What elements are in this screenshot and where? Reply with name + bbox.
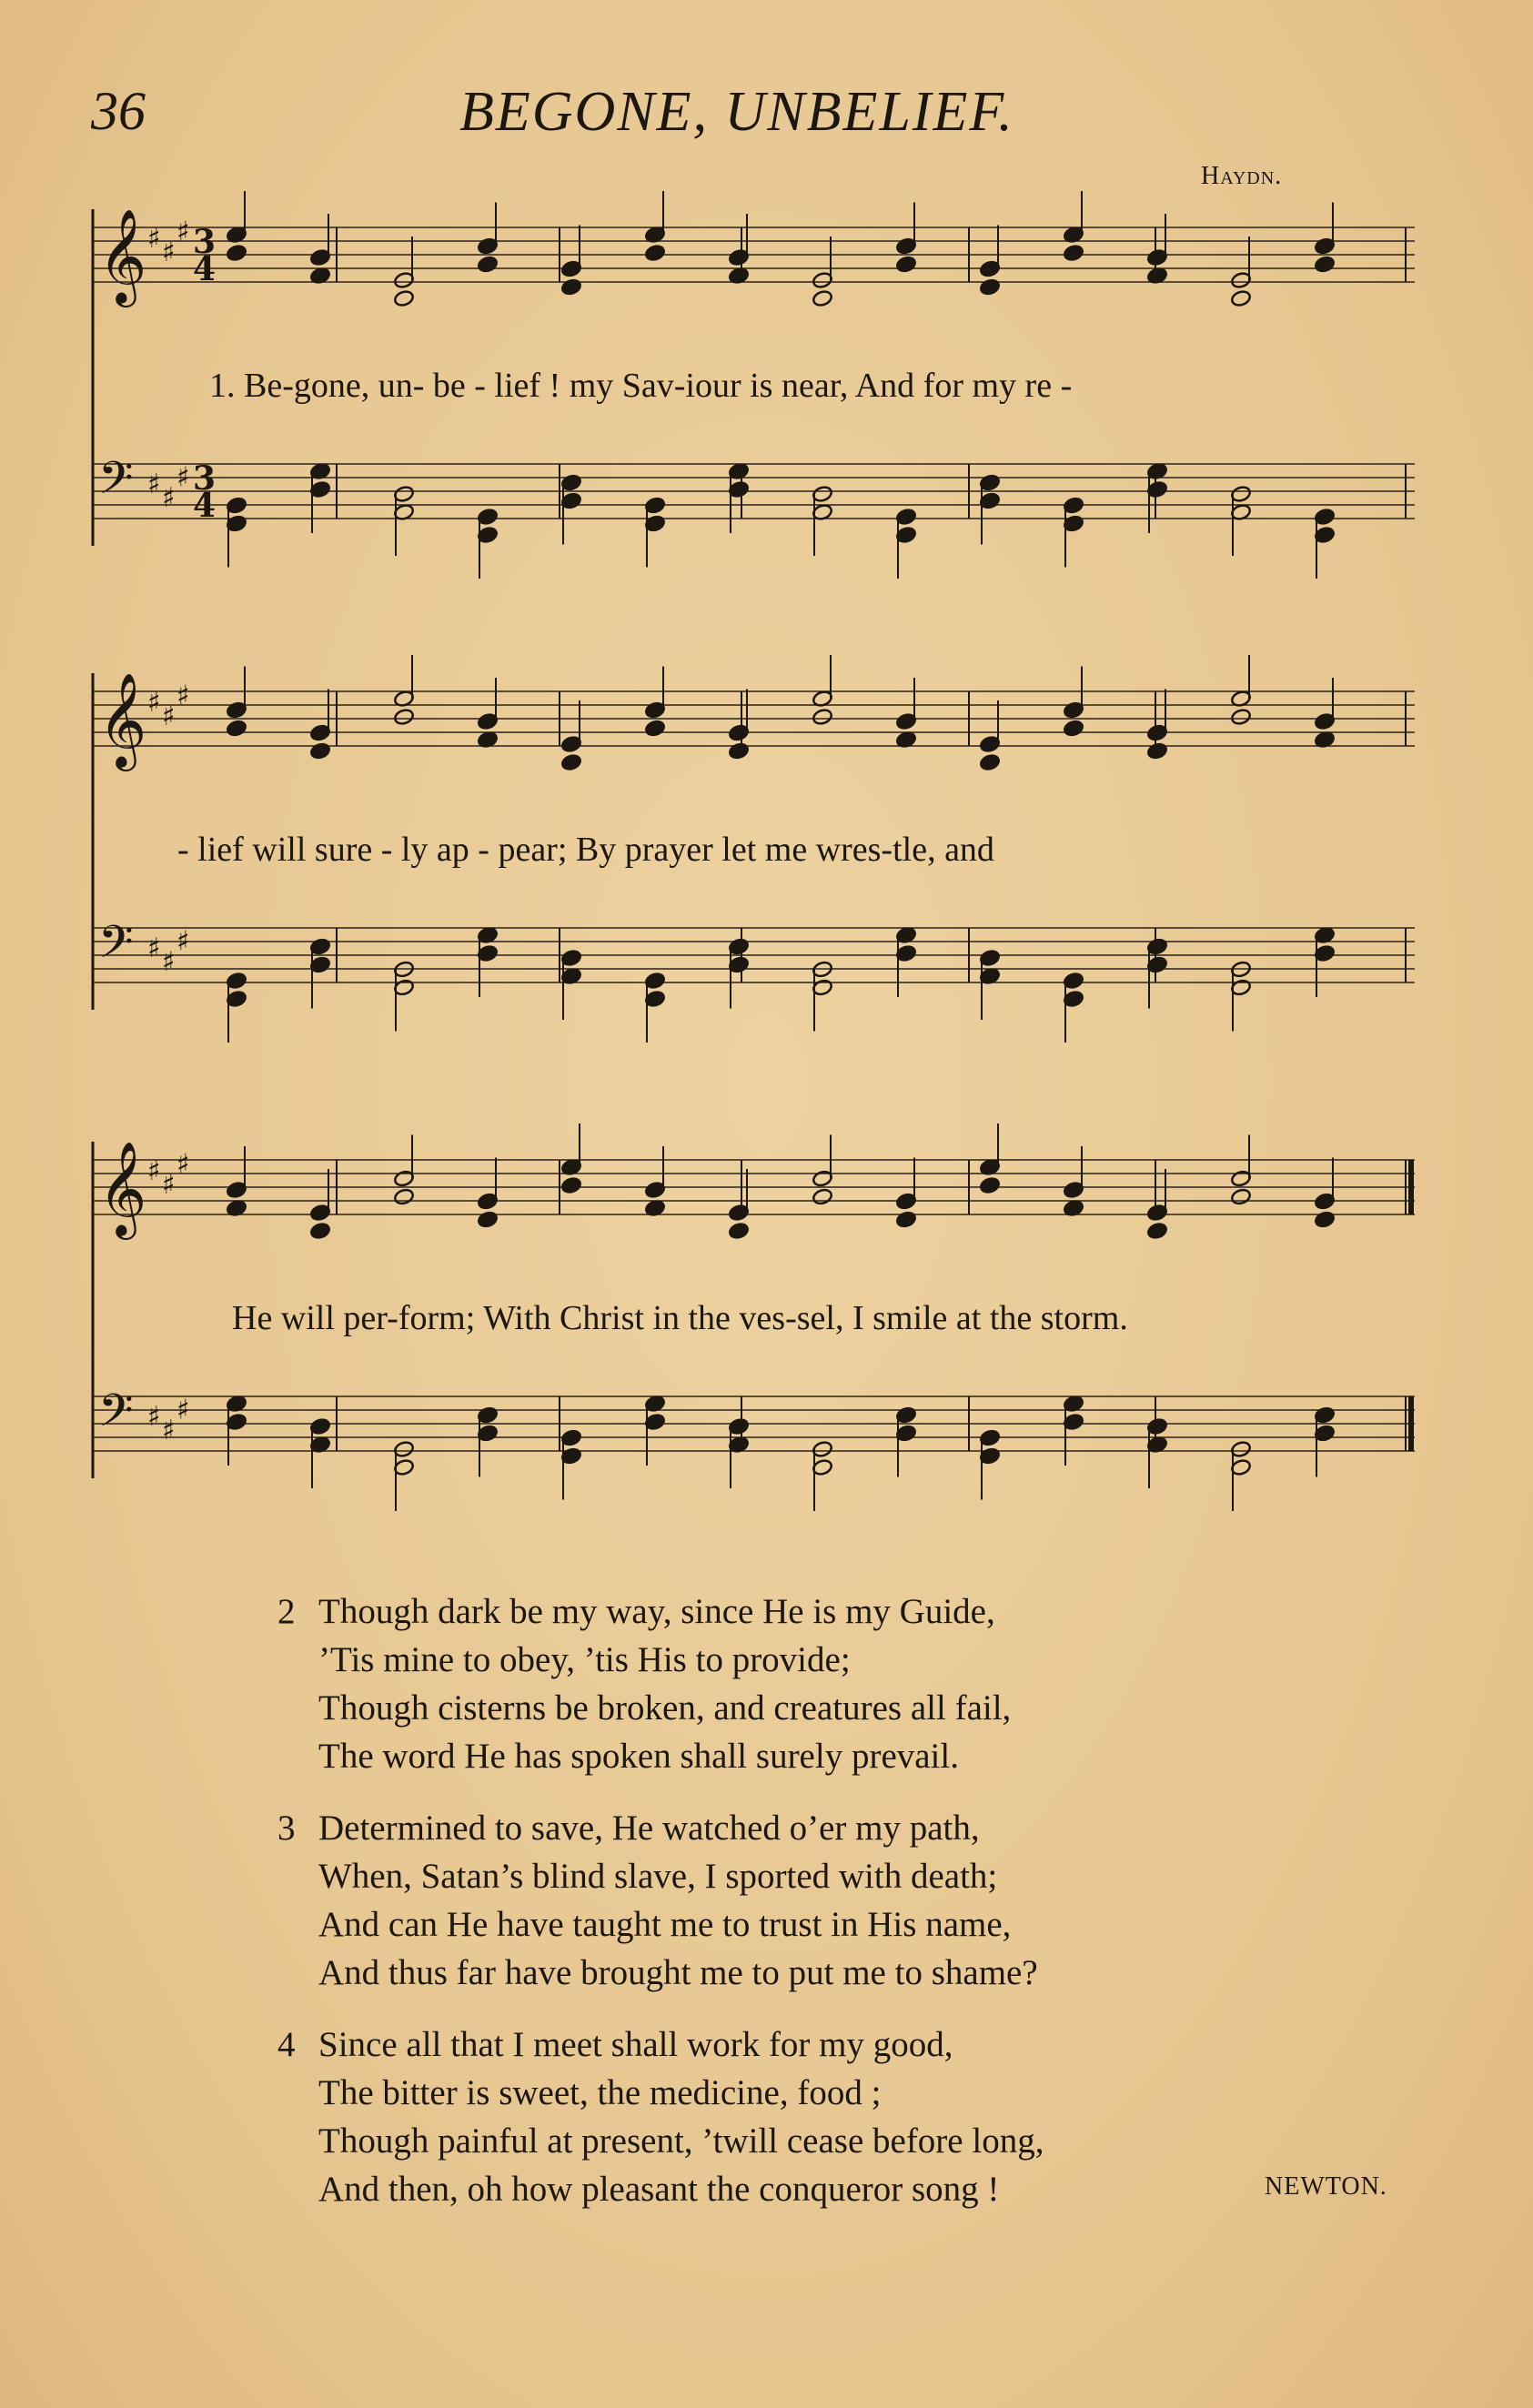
sharp-icon: ♯: [176, 1148, 190, 1181]
half-note: [393, 289, 415, 307]
sharp-icon: ♯: [162, 700, 176, 732]
bass-clef-icon: 𝄢: [98, 452, 134, 516]
treble-clef-icon: 𝄞: [98, 1141, 147, 1236]
quarter-note: [1314, 1211, 1336, 1229]
time-signature-top: 3: [193, 459, 217, 498]
page-number: 36: [91, 81, 146, 141]
verse-line: When, Satan’s blind slave, I sported with death;: [318, 1857, 998, 1896]
lyric-line-3: He will per-form; With Christ in the ves-sel, I smile at the storm.: [232, 1299, 1128, 1337]
music-staves-2: [91, 655, 1415, 1092]
sharp-icon: ♯: [176, 461, 190, 494]
verse-4: [277, 2020, 1044, 2213]
quarter-note: [477, 256, 499, 274]
sharp-icon: ♯: [147, 932, 161, 964]
composer-credit: Haydn.: [1201, 162, 1283, 190]
quarter-note: [1063, 244, 1084, 262]
half-note: [1230, 289, 1252, 307]
verse-line: The word He has spoken shall surely prevail.: [318, 1737, 959, 1776]
quarter-note: [477, 1211, 499, 1229]
half-note: [812, 289, 833, 307]
quarter-note: [560, 278, 582, 297]
verse-2: [277, 1587, 1044, 1780]
quarter-note: [226, 244, 247, 262]
half-note: [1230, 1188, 1252, 1206]
sharp-icon: ♯: [176, 925, 190, 958]
sharp-icon: ♯: [162, 237, 176, 268]
sharp-icon: ♯: [147, 687, 161, 719]
music-system-2: [91, 655, 1415, 1092]
half-note: [812, 708, 833, 726]
time-signature-bottom: 4: [193, 250, 217, 288]
music-staves-3: [91, 1123, 1415, 1560]
quarter-note: [979, 278, 1001, 297]
verse-line: And thus far have brought me to put me to shame?: [318, 1953, 1038, 1992]
quarter-note: [560, 1176, 582, 1194]
time-signature-top: 3: [193, 223, 217, 261]
verse-line: Since all that I meet shall work for my good,: [318, 2025, 953, 2064]
verse-number: 4: [277, 2025, 296, 2064]
sharp-icon: ♯: [147, 223, 161, 255]
quarter-note: [1146, 1222, 1168, 1240]
bass-clef-icon: 𝄢: [98, 1385, 134, 1448]
quarter-note: [1146, 742, 1168, 761]
verse-line: Though cisterns be broken, and creatures all fail,: [318, 1688, 1012, 1728]
music-system-3: [91, 1123, 1415, 1560]
music-system-1: [91, 191, 1415, 628]
additional-verses: [277, 1587, 1044, 2237]
half-note: [393, 1188, 415, 1206]
sharp-icon: ♯: [147, 1401, 161, 1433]
sharp-icon: ♯: [162, 946, 176, 978]
lyric-line-1: 1. Be-gone, un- be - lief ! my Sav-iour is near, And for my re -: [209, 367, 1073, 405]
quarter-note: [979, 753, 1001, 771]
verse-number: 3: [277, 1809, 296, 1848]
verse-line: Determined to save, He watched o’er my path,: [318, 1809, 980, 1848]
quarter-note: [226, 720, 247, 738]
quarter-note: [309, 742, 331, 761]
verse-number: 2: [277, 1592, 296, 1631]
quarter-note: [728, 1222, 750, 1240]
quarter-note: [1063, 720, 1084, 738]
verse-line: And then, oh how pleasant the conqueror song !: [318, 2170, 1000, 2209]
quarter-note: [560, 753, 582, 771]
verse-line: ’Tis mine to obey, ’tis His to provide;: [318, 1640, 851, 1679]
quarter-note: [979, 1176, 1001, 1194]
music-staves-1: [91, 191, 1415, 628]
bass-clef-icon: 𝄢: [98, 916, 134, 980]
half-note: [393, 708, 415, 726]
hymn-title: BEGONE, UNBELIEF.: [459, 81, 1014, 143]
quarter-note: [895, 256, 917, 274]
verse-3: [277, 1804, 1044, 1997]
quarter-note: [644, 720, 666, 738]
half-note: [812, 1188, 833, 1206]
lyric-line-2: - lief will sure - ly ap - pear; By prayer let me wres-tle, and: [177, 831, 994, 869]
treble-clef-icon: 𝄞: [98, 672, 147, 768]
verse-line: Though painful at present, ’twill cease before long,: [318, 2121, 1044, 2161]
sharp-icon: ♯: [176, 1394, 190, 1426]
verse-line: Though dark be my way, since He is my Guide,: [318, 1592, 995, 1631]
verse-line: And can He have taught me to trust in His name,: [318, 1905, 1012, 1944]
sharp-icon: ♯: [162, 482, 176, 514]
sharp-icon: ♯: [162, 1415, 176, 1446]
quarter-note: [1314, 256, 1336, 274]
sharp-icon: ♯: [147, 1155, 161, 1187]
quarter-note: [728, 742, 750, 761]
sharp-icon: ♯: [162, 1169, 176, 1201]
half-note: [1230, 708, 1252, 726]
sharp-icon: ♯: [147, 469, 161, 500]
quarter-note: [895, 1211, 917, 1229]
sharp-icon: ♯: [176, 680, 190, 712]
verse-line: The bitter is sweet, the medicine, food ;: [318, 2073, 882, 2112]
author-credit: NEWTON.: [1265, 2172, 1387, 2201]
quarter-note: [644, 244, 666, 262]
treble-clef-icon: 𝄞: [98, 208, 147, 304]
quarter-note: [309, 1222, 331, 1240]
sharp-icon: ♯: [176, 216, 190, 248]
time-signature-bottom: 4: [193, 487, 217, 525]
